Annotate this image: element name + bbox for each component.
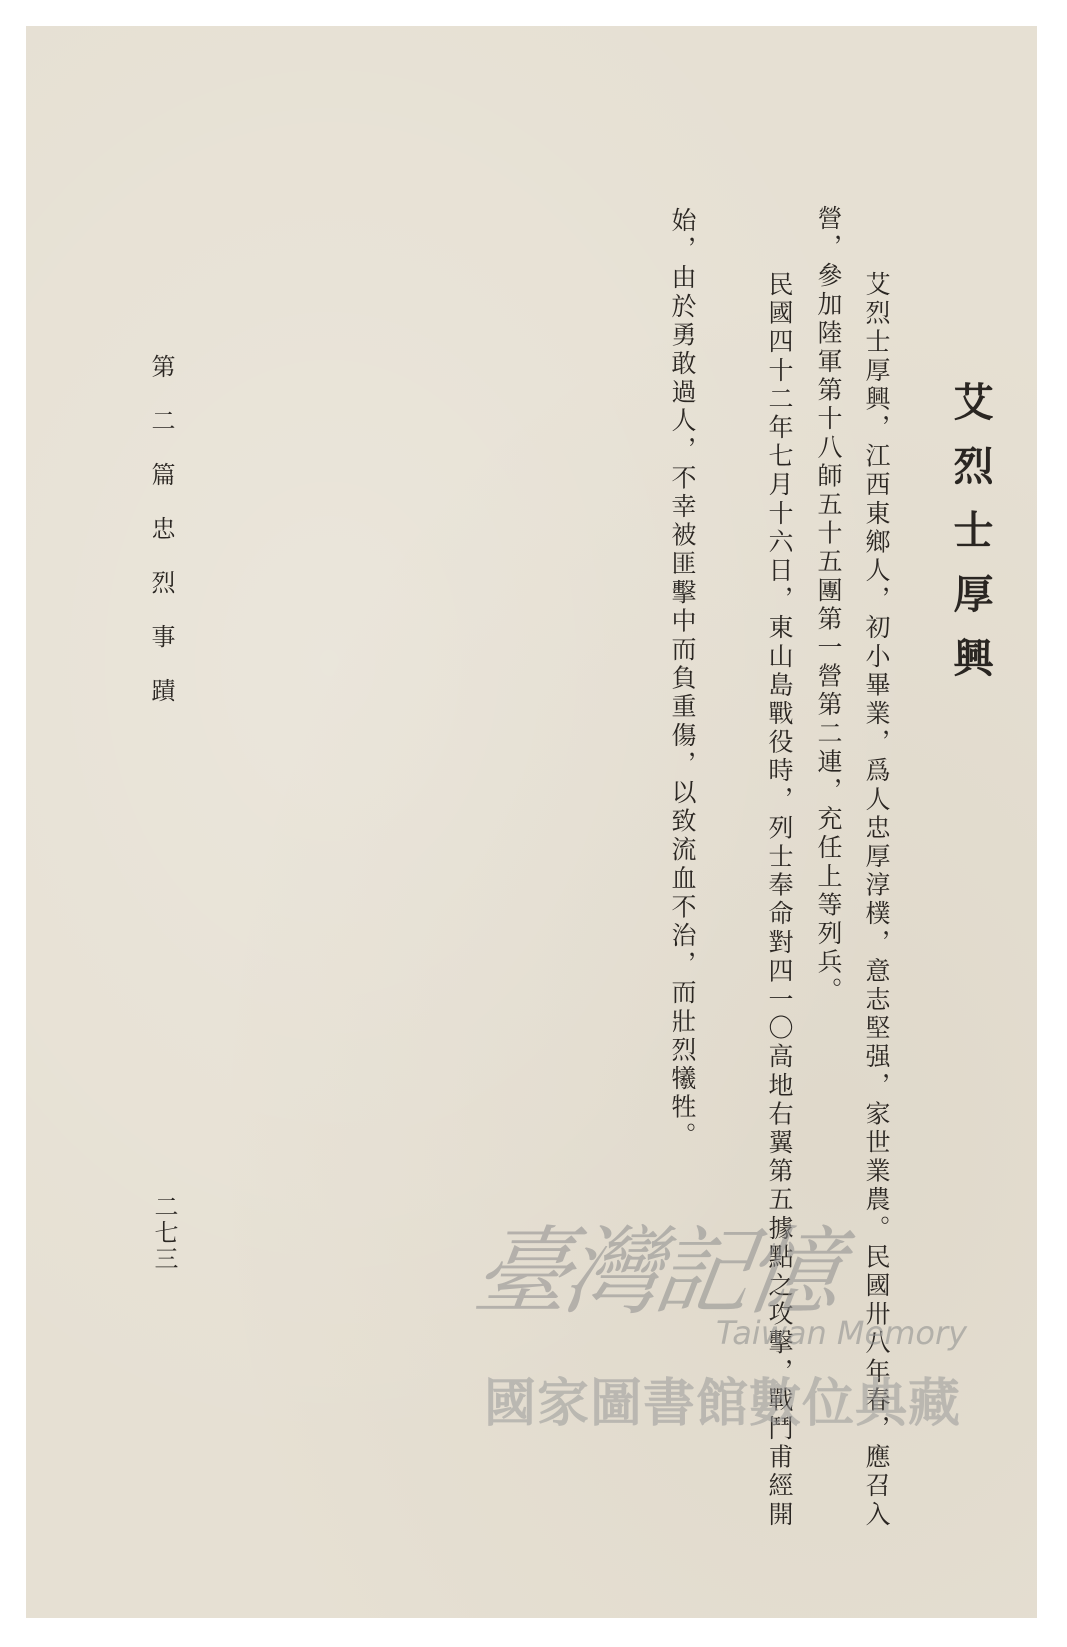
article-title: 艾烈士厚興 [947, 381, 994, 701]
body-column-3: 民國四十二年七月十六日，東山島戰役時，列士奉命對四一〇高地右翼第五據點之攻擊，戰鬥甫經開 [765, 271, 794, 1530]
body-column-1: 艾烈士厚興，江西東鄉人，初小畢業，爲人忠厚淳樸，意志堅强，家世業農。民國卅八年春，應召入 [862, 271, 891, 1530]
book-page [26, 26, 1037, 1618]
watermark-latin-text: Taiwan Memory [716, 1314, 968, 1352]
watermark-organization: 國家圖書館數位典藏 [484, 1374, 962, 1434]
watermark [466, 1196, 986, 1466]
page-number: 二七三 [150, 1194, 178, 1272]
watermark-calligraphy: 臺灣記憶 [467, 1216, 843, 1328]
body-column-4: 始，由於勇敢過人，不幸被匪擊中而負重傷，以致流血不治，而壯烈犧牲。 [668, 207, 697, 1151]
running-header: 第二篇忠烈事蹟 [147, 354, 175, 732]
body-column-2: 營，參加陸軍第十八師五十五團第一營第二連，充任上等列兵。 [814, 205, 843, 1006]
